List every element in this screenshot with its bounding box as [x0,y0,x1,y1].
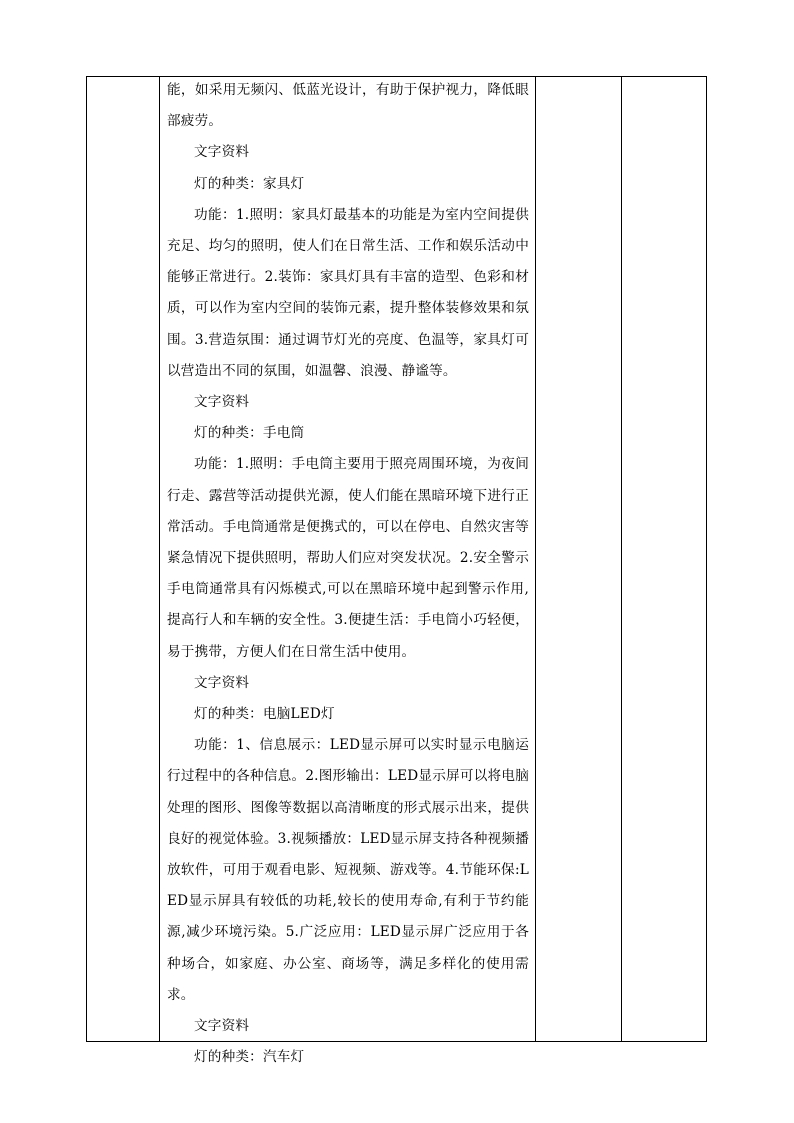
content-table [86,76,707,1066]
section-heading: 文字资料 [194,144,250,161]
lamp-function: 功能：1.照明：家具灯最基本的功能是为室内空间提供充足、均匀的照明，使人们在日常生活、工作和娱乐活动中能够正常进行。2.装饰：家具灯具有丰富的造型、色彩和材质，可以作为室内空间的装饰元素，提升整体装修效果和氛围。3.营造氛围：通过调节灯光的亮度、色温等，家具灯可以营造出不同的氛围，如温馨、浪漫、静谧等。 [167,206,529,379]
text-column [160,77,536,1066]
lamp-function: 功能：1.照明：手电筒主要用于照亮周围环境，为夜间行走、露营等活动提供光源，使人们能在黑暗环境下进行正常活动。手电筒通常是便携式的，可以在停电、自然灾害等紧急情况下提供照明，帮助人们应对突发状况。2.安全警示手电筒通常具有闪烁模式,可以在黑暗环境中起到警示作用,提高行人和车辆的安全性。3.便捷生活：手电筒小巧轻便，易于携带，方便人们在日常生活中使用。 [167,456,529,660]
section-heading: 文字资料 [194,674,250,691]
lamp-type: 灯的种类：电脑LED灯 [194,706,335,723]
paragraph-continuation: 能，如采用无频闪、低蓝光设计，有助于保护视力，降低眼部疲劳。 [167,82,529,130]
column-divider-3 [621,77,622,1041]
lamp-function: 功能：1、信息展示：LED显示屏可以实时显示电脑运行过程中的各种信息。2.图形输出：LED显示屏可以将电脑处理的图形、图像等数据以高清晰度的形式展示出来，提供良好的视觉体验。3.视频播放：LED显示屏支持各种视频播放软件，可用于观看电影、短视频、游戏等。4.节能环保:LED显示屏具有较低的功耗,较长的使用寿命,有利于节约能源,减少环境污染。5.广泛应用：LED显示屏广泛应用于各种场合，如家庭、办公室、商场等，满足多样化的使用需求。 [167,737,529,1003]
lamp-type: 灯的种类：汽车灯 [194,1049,305,1066]
lamp-type: 灯的种类：家具灯 [194,175,305,192]
section-heading: 文字资料 [194,1018,250,1035]
section-heading: 文字资料 [194,394,250,411]
lamp-type: 灯的种类：手电筒 [194,425,305,442]
